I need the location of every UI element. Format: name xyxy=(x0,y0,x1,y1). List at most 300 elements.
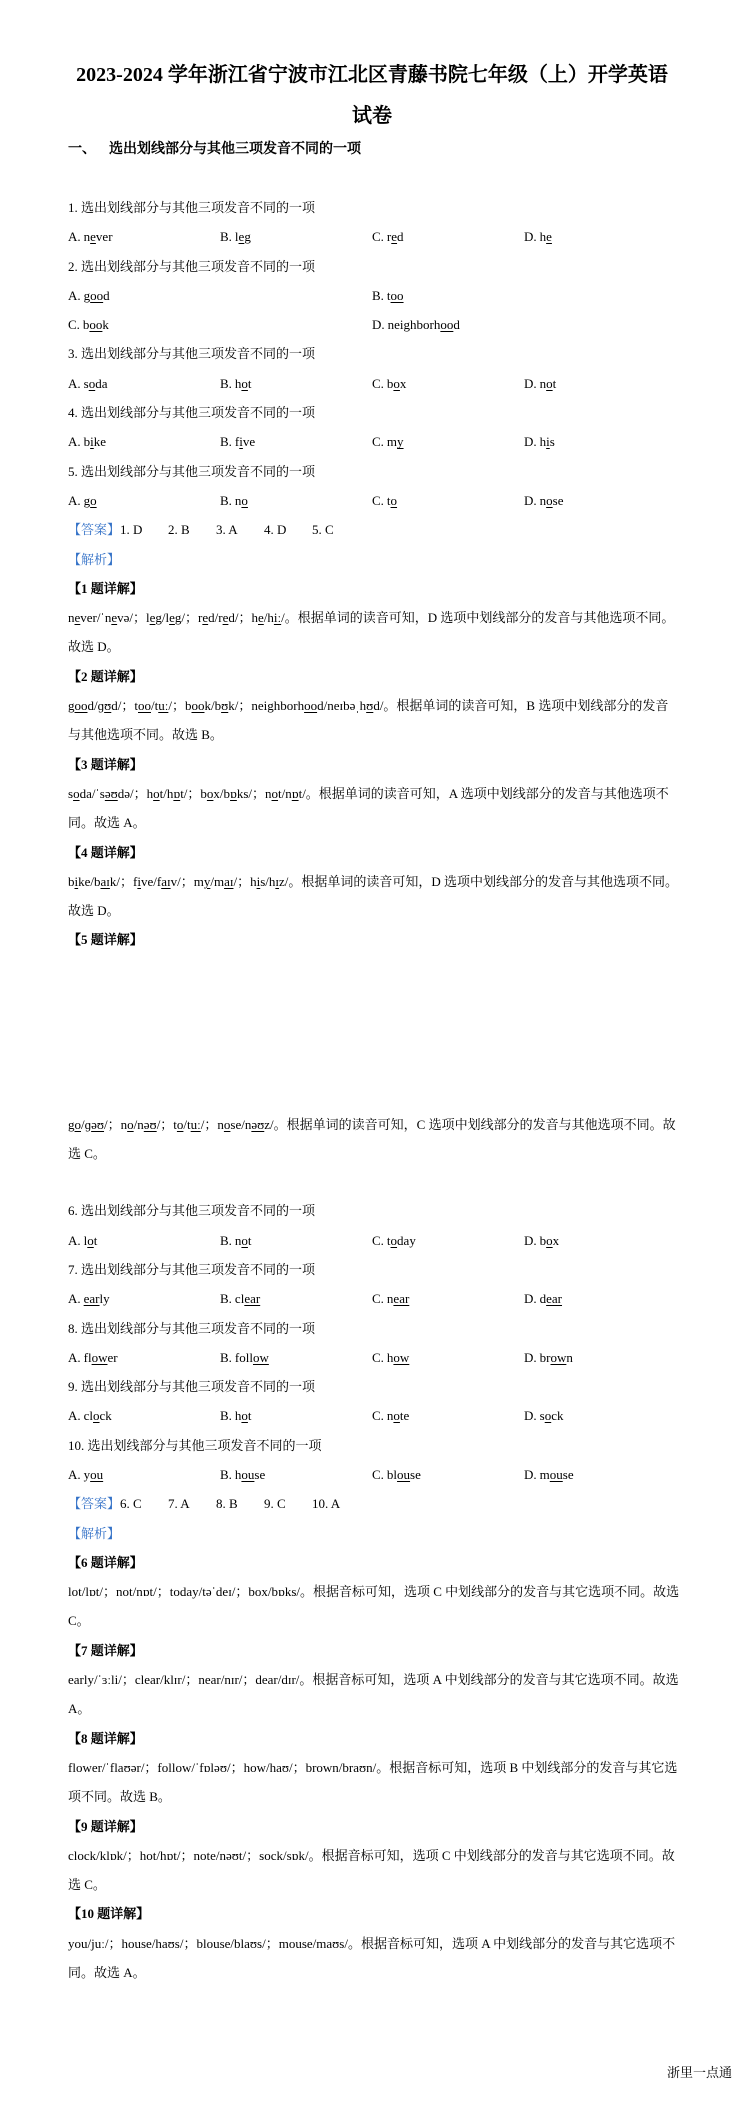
detail-block xyxy=(68,1548,680,1636)
detail-heading: 【3 题详解】 xyxy=(68,756,143,772)
option-word-underlined: o xyxy=(241,1232,248,1248)
option-row xyxy=(68,369,680,398)
explanation-text: z/。根据单词的读音可知，C 选项中划线部分的发音与其他选项不同。故选 C。 xyxy=(68,1116,676,1162)
detail-heading: 【4 题详解】 xyxy=(68,844,143,860)
option-word-underlined: o xyxy=(90,492,97,508)
underlined-text: ɒ xyxy=(230,785,237,801)
option-letter: B. xyxy=(220,1466,232,1482)
question-stem: 2. 选出划线部分与其他三项发音不同的一项 xyxy=(68,258,316,274)
detail-explanation xyxy=(68,867,680,926)
option-word-start: t xyxy=(386,492,391,508)
option-word-start: h xyxy=(234,375,242,391)
option-word-underlined: oo xyxy=(90,287,104,303)
option-word-start: neighborh xyxy=(387,317,441,333)
option-letter: D. xyxy=(524,375,537,391)
option-word-end: da xyxy=(95,375,108,391)
underlined-text: aɪ xyxy=(100,873,110,889)
option-letter: A. xyxy=(68,1232,81,1248)
option-word-end: se xyxy=(254,1466,266,1482)
option-b xyxy=(372,281,676,310)
option-word-underlined: i xyxy=(90,434,94,450)
document-title xyxy=(0,55,744,137)
option-b xyxy=(220,1284,372,1313)
explanation-text: /h xyxy=(263,610,274,626)
option-row xyxy=(68,1226,680,1255)
option-word-end: t xyxy=(93,1232,98,1248)
option-letter: D. xyxy=(524,1232,537,1248)
section-number: 一、 xyxy=(68,142,96,157)
detail-explanation xyxy=(68,1577,680,1636)
option-letter: C. xyxy=(372,434,384,450)
option-letter: D. xyxy=(372,317,385,333)
underlined-text: ɒ xyxy=(291,785,299,801)
option-letter: D. xyxy=(524,1466,537,1482)
explanation-text: g xyxy=(68,698,75,714)
question-group-1 xyxy=(68,193,680,1168)
option-word-end: ve xyxy=(242,434,256,450)
option-word-underlined: ear xyxy=(244,1291,261,1307)
option-word-underlined: i xyxy=(546,434,550,450)
analysis-label: 【解析】 xyxy=(68,1525,121,1541)
option-word-start: n xyxy=(539,375,547,391)
question-list xyxy=(68,193,680,1987)
answer-item: 9. C xyxy=(264,1496,286,1512)
answer-line xyxy=(68,515,680,544)
option-row xyxy=(68,1460,680,1489)
question-stem: 8. 选出划线部分与其他三项发音不同的一项 xyxy=(68,1320,316,1336)
option-letter: C. xyxy=(68,317,80,333)
explanation-text: /；b xyxy=(168,698,192,714)
option-word-end: ly xyxy=(99,1291,110,1307)
explanation-text: /ɡ xyxy=(81,1116,92,1132)
explanation-text: s xyxy=(68,785,74,801)
option-row xyxy=(68,1284,680,1313)
explanation-text: se/n xyxy=(230,1116,252,1132)
option-b xyxy=(220,1226,372,1255)
option-word-start: b xyxy=(539,1232,547,1248)
underlined-text: i xyxy=(137,873,141,889)
option-word-underlined: o xyxy=(546,375,553,391)
answer-item: 6. C xyxy=(120,1496,142,1512)
underlined-text: e xyxy=(258,610,264,626)
option-word-end: d xyxy=(103,287,110,303)
explanation-text: /t xyxy=(183,1116,191,1132)
option-b xyxy=(220,1343,372,1372)
option-word-underlined: ou xyxy=(397,1466,411,1482)
option-word-start: s xyxy=(83,375,89,391)
underlined-text: əʊ xyxy=(251,1116,265,1132)
option-d xyxy=(372,310,676,339)
option-letter: C. xyxy=(372,229,384,245)
explanation-text: /；n xyxy=(200,1116,224,1132)
question-stem: 10. 选出划线部分与其他三项发音不同的一项 xyxy=(68,1437,322,1453)
option-word-underlined: ow xyxy=(550,1349,567,1365)
option-letter: A. xyxy=(68,492,81,508)
analysis-line xyxy=(68,545,680,574)
detail-heading: 【7 题详解】 xyxy=(68,1642,143,1658)
underlined-text: y xyxy=(203,873,211,889)
option-row xyxy=(68,281,680,310)
option-word-start: b xyxy=(386,375,394,391)
option-letter: D. xyxy=(524,229,537,245)
explanation-text: da/ˈs xyxy=(79,785,105,801)
detail-explanation xyxy=(68,603,680,662)
explanation-text: ver/ˈn xyxy=(80,610,112,626)
explanation-text: d/；h xyxy=(228,610,258,626)
option-a xyxy=(68,486,220,515)
underlined-text: o xyxy=(74,1116,81,1132)
option-c xyxy=(372,1401,524,1430)
underlined-text: əʊ xyxy=(143,1116,157,1132)
option-d xyxy=(524,222,676,251)
detail-heading: 【6 题详解】 xyxy=(68,1554,143,1570)
option-word-start: g xyxy=(83,287,91,303)
option-word-end: se xyxy=(410,1466,421,1482)
option-word-start: h xyxy=(539,434,547,450)
option-c xyxy=(372,1343,524,1372)
question-stem: 5. 选出划线部分与其他三项发音不同的一项 xyxy=(68,463,316,479)
explanation-text: /；t xyxy=(156,1116,177,1132)
explanation-text: /。根据单词的读音可知，D 选项中划线部分的发音与其他选项不同。故选 D。 xyxy=(68,610,675,655)
option-d xyxy=(524,427,676,456)
option-word-start: fl xyxy=(83,1349,92,1365)
option-d xyxy=(524,369,676,398)
option-letter: A. xyxy=(68,434,81,450)
option-word-start: t xyxy=(386,287,391,303)
option-letter: B. xyxy=(220,229,232,245)
option-word-underlined: ow xyxy=(91,1349,108,1365)
option-letter: C. xyxy=(372,1349,384,1365)
option-word-underlined: e xyxy=(90,229,96,245)
option-word-end: ke xyxy=(93,434,107,450)
explanation-text: ve/f xyxy=(140,873,162,889)
detail-explanation xyxy=(68,1665,680,1724)
option-d xyxy=(524,1343,676,1372)
explanation-text: /t xyxy=(151,698,159,714)
option-word-end: se xyxy=(562,1466,574,1482)
option-letter: B. xyxy=(220,1232,232,1248)
option-word-start: br xyxy=(539,1349,551,1365)
analysis-label: 【解析】 xyxy=(68,551,121,567)
explanation-text: k/；neighborh xyxy=(228,698,305,714)
option-word-end: ck xyxy=(99,1408,112,1424)
option-letter: A. xyxy=(68,375,81,391)
detail-block xyxy=(68,1812,680,1900)
answer-item: 5. C xyxy=(312,522,334,538)
question-stem: 1. 选出划线部分与其他三项发音不同的一项 xyxy=(68,200,316,215)
option-word-underlined: ear xyxy=(83,1291,100,1307)
explanation-text: t/。根据单词的读音可知，A 选项中划线部分的发音与其他选项不同。故选 A。 xyxy=(68,785,669,831)
detail-heading: 【9 题详解】 xyxy=(68,1818,143,1834)
option-word-end: d xyxy=(453,317,460,333)
question-block xyxy=(68,1255,680,1314)
detail-heading: 【1 题详解】 xyxy=(68,580,143,596)
analysis-line xyxy=(68,1519,680,1548)
answer-item: 4. D xyxy=(264,522,287,538)
underlined-text: e xyxy=(169,610,175,626)
detail-block xyxy=(68,1724,680,1812)
detail-heading: 【10 题详解】 xyxy=(68,1906,150,1922)
question-block xyxy=(68,1431,680,1490)
option-word-underlined: o xyxy=(546,1232,553,1248)
answer-label: 【答案】 xyxy=(68,1496,121,1512)
option-b xyxy=(220,1460,372,1489)
explanation-text: d/。根据单词的读音可知，B 选项中划线部分的发音与其他选项不同。故选 B。 xyxy=(68,698,669,743)
title-line-2: 试卷 xyxy=(352,105,392,127)
option-d xyxy=(524,486,676,515)
option-word-underlined: e xyxy=(391,229,398,245)
underlined-text: uː xyxy=(158,698,169,714)
explanation-text: d/r xyxy=(208,610,223,626)
option-c xyxy=(372,369,524,398)
underlined-text: aɪ xyxy=(224,873,234,889)
option-word-start: foll xyxy=(234,1349,253,1365)
option-letter: B. xyxy=(220,1291,232,1307)
option-letter: B. xyxy=(220,1408,232,1424)
option-word-underlined: o xyxy=(390,492,398,508)
option-d xyxy=(524,1401,676,1430)
option-b xyxy=(220,1401,372,1430)
option-letter: D. xyxy=(524,492,537,508)
underlined-text: o xyxy=(153,785,160,801)
explanation-text: /；h xyxy=(233,873,257,889)
explanation-text: d/；t xyxy=(111,698,138,714)
option-row xyxy=(68,1401,680,1430)
option-word-underlined: o xyxy=(390,1232,398,1248)
underlined-text: o xyxy=(127,1116,134,1132)
detail-explanation xyxy=(68,1110,680,1169)
option-word-start: n xyxy=(234,1232,242,1248)
question-stem: 7. 选出划线部分与其他三项发音不同的一项 xyxy=(68,1261,316,1277)
question-stem: 3. 选出划线部分与其他三项发音不同的一项 xyxy=(68,346,316,362)
explanation-text: /m xyxy=(210,873,225,889)
detail-block xyxy=(68,662,680,750)
explanation-text: b xyxy=(68,873,75,889)
question-stem: 9. 选出划线部分与其他三项发音不同的一项 xyxy=(68,1379,316,1395)
option-word-underlined: ow xyxy=(252,1349,269,1365)
question-block xyxy=(68,457,680,516)
option-a xyxy=(68,1284,220,1313)
option-word-end: x xyxy=(399,375,407,391)
underlined-text: i xyxy=(256,873,261,889)
option-word-underlined: oo xyxy=(440,317,454,333)
option-word-start: cl xyxy=(83,1408,94,1424)
option-c xyxy=(372,1284,524,1313)
underlined-text: e xyxy=(222,610,229,626)
option-row xyxy=(68,427,680,456)
explanation-text: d/ɡ xyxy=(87,698,105,714)
option-c xyxy=(372,1226,524,1255)
question-block xyxy=(68,398,680,457)
explanation-text: t/h xyxy=(159,785,174,801)
section-heading xyxy=(68,135,361,164)
answer-item: 8. B xyxy=(216,1496,238,1512)
option-word-start: l xyxy=(234,229,239,245)
detail-explanation xyxy=(68,1753,680,1812)
question-block xyxy=(68,339,680,398)
explanation-text: flower/ˈflaʊər/；follow/ˈfɒləʊ/；how/haʊ/；brown/braʊn/。根据音标可知，选项 B 中划线部分的发音与其它选项不同。故选 B。 xyxy=(68,1759,678,1805)
answer-item: 2. B xyxy=(168,522,190,538)
option-word-underlined: ou xyxy=(549,1466,563,1482)
explanation-text: clock/klɒk/；hot/hɒt/；note/nəʊt/；sock/sɒk/。根据音标可知，选项 C 中划线部分的发音与其它选项不同。故选 C。 xyxy=(68,1847,675,1893)
option-word-start: h xyxy=(386,1349,394,1365)
option-word-end: se xyxy=(552,492,564,508)
option-c xyxy=(372,1460,524,1489)
underlined-text: o xyxy=(206,785,214,801)
option-word-start: n xyxy=(83,229,91,245)
question-block xyxy=(68,1196,680,1255)
option-word-start: n xyxy=(386,1291,394,1307)
option-word-end: day xyxy=(397,1232,416,1248)
option-word-start: d xyxy=(539,1291,547,1307)
option-letter: D. xyxy=(524,434,537,450)
option-letter: A. xyxy=(68,1466,81,1482)
explanation-text: early/ˈɜːli/；clear/klɪr/；near/nɪr/；dear/dɪr/。根据音标可知，选项 A 中划线部分的发音与其它选项不同。故选 A。 xyxy=(68,1672,679,1717)
underlined-text: aɪ xyxy=(161,873,171,889)
option-word-start: g xyxy=(83,492,91,508)
option-a xyxy=(68,1401,220,1430)
answer-line xyxy=(68,1489,680,1518)
underlined-text: e xyxy=(74,610,81,626)
option-b xyxy=(220,222,372,251)
option-b xyxy=(220,427,372,456)
option-row xyxy=(68,310,680,339)
option-c xyxy=(68,310,372,339)
option-word-start: m xyxy=(386,434,398,450)
option-word-start: cl xyxy=(234,1291,245,1307)
option-word-underlined: o xyxy=(241,375,248,391)
option-word-underlined: oo xyxy=(390,287,404,303)
detail-explanation xyxy=(68,779,680,838)
option-word-underlined: o xyxy=(241,1408,248,1424)
detail-block xyxy=(68,925,680,1168)
option-word-start: h xyxy=(234,1408,242,1424)
question-stem: 6. 选出划线部分与其他三项发音不同的一项 xyxy=(68,1203,316,1219)
explanation-text: you/juː/；house/haʊs/；blouse/blaʊs/；mouse/maʊs/。根据音标可知，选项 A 中划线部分的发音与其它选项不同。故选 A。 xyxy=(68,1935,676,1981)
option-word-underlined: o xyxy=(93,1408,100,1424)
option-letter: A. xyxy=(68,1349,81,1365)
option-a xyxy=(68,281,372,310)
detail-explanation xyxy=(68,1841,680,1900)
explanation-text: /n xyxy=(133,1116,144,1132)
question-group-2 xyxy=(68,1196,680,1987)
answer-item: 3. A xyxy=(216,522,238,538)
detail-block xyxy=(68,838,680,926)
option-letter: C. xyxy=(372,1408,384,1424)
option-word-start: t xyxy=(386,1232,391,1248)
explanation-text: lot/lɒt/；not/nɒt/；today/təˈdeɪ/；box/bɒks/。根据音标可知，选项 C 中划线部分的发音与其它选项不同。故选 C。 xyxy=(68,1584,680,1629)
option-word-start: b xyxy=(82,317,90,333)
option-word-underlined: ou xyxy=(241,1466,255,1482)
explanation-text: z/。根据单词的读音可知，D 选项中划线部分的发音与其他选项不同。故选 D。 xyxy=(68,873,679,919)
underlined-text: oo xyxy=(191,698,205,714)
option-a xyxy=(68,1226,220,1255)
underlined-text: o xyxy=(271,785,279,801)
explanation-text: n xyxy=(68,610,75,626)
option-letter: B. xyxy=(220,1349,232,1365)
detail-heading: 【5 题详解】 xyxy=(68,932,143,948)
option-word-end: t xyxy=(552,375,557,391)
underlined-text: e xyxy=(149,610,156,626)
option-word-underlined: ow xyxy=(393,1349,410,1365)
explanation-text: və/；l xyxy=(117,610,150,626)
underlined-text: ʊ xyxy=(104,698,112,714)
detail-explanation xyxy=(68,691,680,750)
option-b xyxy=(220,369,372,398)
option-word-end: er xyxy=(107,1349,118,1365)
option-a xyxy=(68,369,220,398)
option-letter: A. xyxy=(68,1291,81,1307)
option-row xyxy=(68,222,680,251)
title-line-1: 2023-2024 学年浙江省宁波市江北区青藤书院七年级（上）开学英语 xyxy=(76,64,668,86)
option-b xyxy=(220,486,372,515)
option-d xyxy=(524,1226,676,1255)
underlined-text: uː xyxy=(190,1116,201,1132)
option-word-end: g xyxy=(244,229,251,245)
option-letter: A. xyxy=(68,1408,81,1424)
question-block xyxy=(68,193,680,252)
option-word-end: ver xyxy=(95,229,113,245)
option-letter: B. xyxy=(220,375,232,391)
answer-item: 10. A xyxy=(312,1496,341,1512)
option-word-underlined: o xyxy=(393,1408,400,1424)
option-c xyxy=(372,222,524,251)
explanation-text: də/；h xyxy=(117,785,154,801)
option-d xyxy=(524,1460,676,1489)
explanation-text: ks/；n xyxy=(236,785,272,801)
option-word-end: s xyxy=(549,434,555,450)
option-word-underlined: o xyxy=(87,1232,94,1248)
detail-block xyxy=(68,574,680,662)
option-word-start: y xyxy=(83,1466,91,1482)
option-a xyxy=(68,1343,220,1372)
answer-label: 【答案】 xyxy=(68,522,121,538)
option-d xyxy=(524,1284,676,1313)
option-word-underlined: o xyxy=(241,492,248,508)
underlined-text: oo xyxy=(74,698,88,714)
option-c xyxy=(372,486,524,515)
option-word-start: m xyxy=(539,1466,550,1482)
option-word-start: s xyxy=(539,1408,545,1424)
underlined-text: o xyxy=(73,785,80,801)
option-word-start: n xyxy=(539,492,547,508)
option-a xyxy=(68,1460,220,1489)
answer-item: 7. A xyxy=(168,1496,190,1512)
detail-explanation xyxy=(68,1929,680,1988)
option-word-underlined: ear xyxy=(546,1291,563,1307)
option-word-underlined: ear xyxy=(393,1291,410,1307)
underlined-text: e xyxy=(111,610,118,626)
option-word-underlined: o xyxy=(544,1408,552,1424)
detail-heading: 【2 题详解】 xyxy=(68,668,143,684)
question-block xyxy=(68,1314,680,1373)
option-word-end: t xyxy=(247,375,252,391)
underlined-text: oo xyxy=(304,698,318,714)
option-word-start: n xyxy=(234,492,242,508)
underlined-text: o xyxy=(223,1116,231,1132)
option-word-underlined: e xyxy=(238,229,245,245)
answer-item: 1. D xyxy=(120,522,143,538)
option-letter: D. xyxy=(524,1291,537,1307)
detail-block xyxy=(68,750,680,838)
detail-block xyxy=(68,1899,680,1987)
option-word-underlined: i xyxy=(239,434,243,450)
explanation-text: x/b xyxy=(213,785,231,801)
option-word-start: l xyxy=(83,1232,88,1248)
option-letter: C. xyxy=(372,1291,384,1307)
option-letter: C. xyxy=(372,1232,384,1248)
option-word-underlined: o xyxy=(88,375,96,391)
